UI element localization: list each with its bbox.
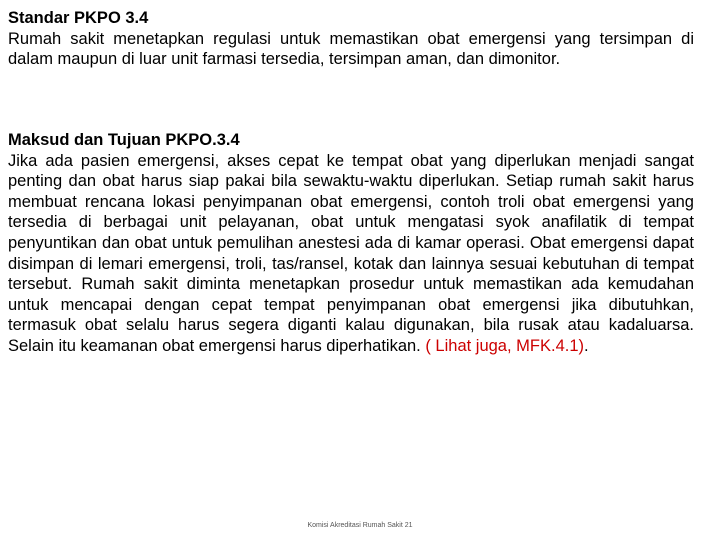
page-footer: Komisi Akreditasi Rumah Sakit 21 [307, 522, 413, 529]
intent-paragraph [8, 151, 694, 357]
intent-section [8, 130, 694, 357]
standard-text: Rumah sakit menetapkan regulasi untuk memastikan obat emergensi yang tersimpan di dalam maupun di luar unit farmasi tersedia, tersimpan aman, dan dimonitor. [8, 29, 694, 69]
standard-title: Standar PKPO 3.4 [8, 9, 149, 27]
standard-section [8, 8, 694, 70]
intent-end: . [584, 336, 589, 355]
intent-text: Jika ada pasien emergensi, akses cepat ke tempat obat yang diperlukan menjadi sangat penting dan obat harus siap pakai bila sewaktu-waktu diperlukan. Setiap rumah sakit harus membuat rencana lokasi penyimpanan obat emergensi, contoh troli obat emergensi yang tersedia di berbagai unit pelayanan, obat untuk mengatasi syok anafilatik di tempat penyuntikan dan obat untuk pemulihan anestesi ada di kamar operasi. Obat emergensi dapat disimpan di lemari emergensi, troli, tas/ransel, kotak dan lainnya sesuai kebutuhan di tempat tersebut. Rumah sakit diminta menetapkan prosedur untuk memastikan ada kemudahan untuk mencapai dengan cepat tempat penyimpanan obat emergensi jika dibutuhkan, termasuk obat selalu harus segera diganti kalau digunakan, bila rusak atau kadaluarsa. Selain itu keamanan obat emergensi harus diperhatikan. [8, 151, 694, 355]
intent-title: Maksud dan Tujuan PKPO.3.4 [8, 131, 240, 149]
cross-reference: ( Lihat juga, MFK.4.1) [425, 336, 584, 355]
